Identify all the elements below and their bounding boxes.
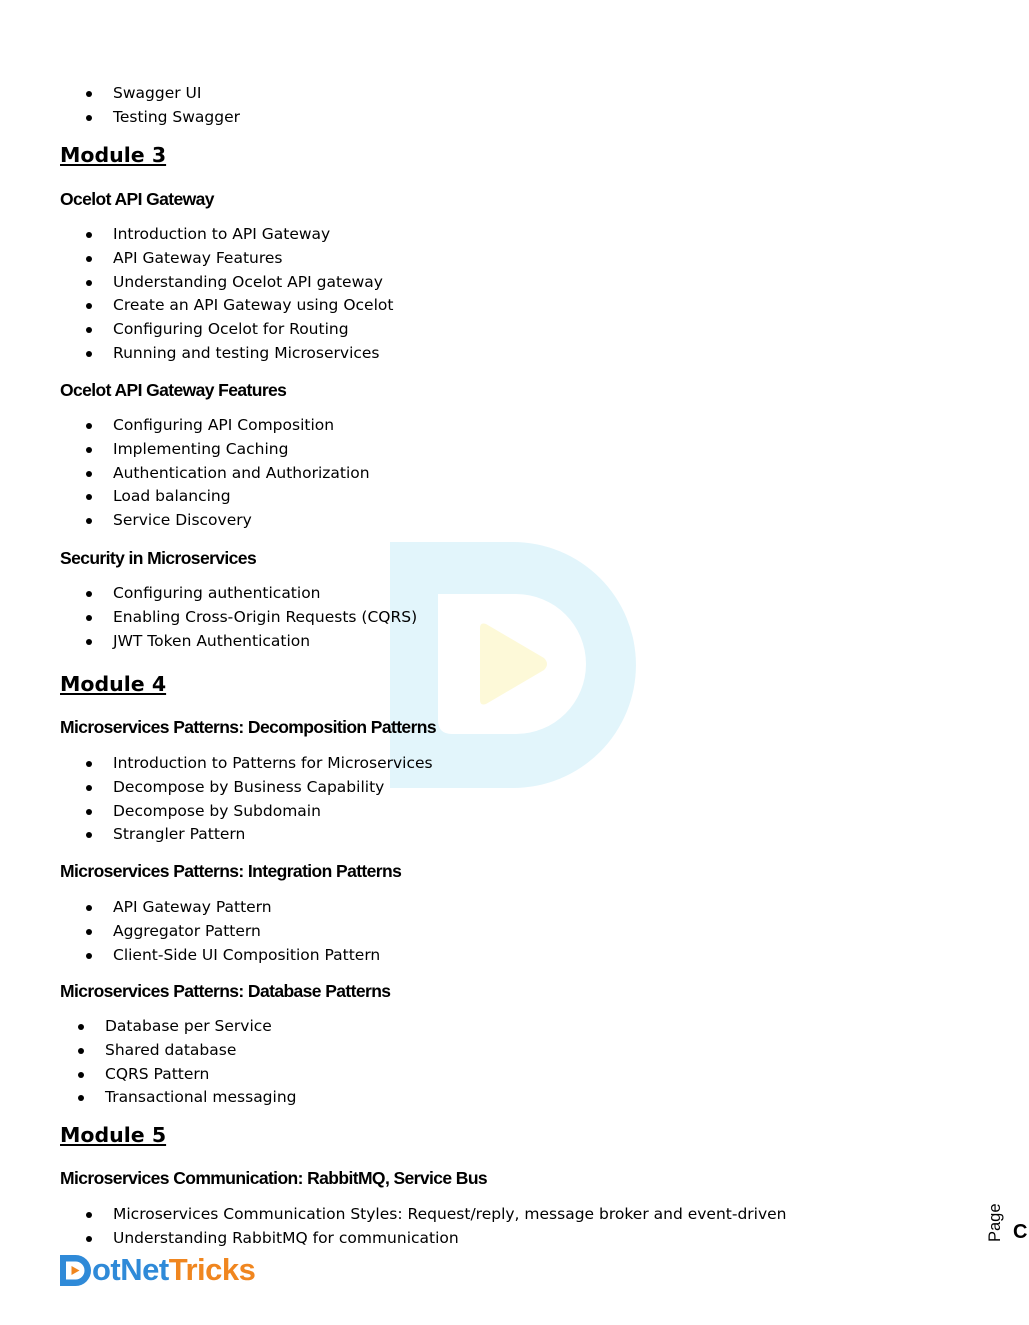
list-item: Transactional messaging bbox=[0, 1086, 297, 1110]
section-list bbox=[0, 582, 417, 653]
section-title: Microservices Patterns: Integration Patterns bbox=[60, 861, 402, 881]
list-item: Authentication and Authorization bbox=[0, 462, 370, 486]
list-item: CQRS Pattern bbox=[0, 1063, 297, 1087]
section-list bbox=[0, 1015, 297, 1110]
list-item: API Gateway Pattern bbox=[0, 896, 380, 920]
list-item: Microservices Communication Styles: Request/reply, message broker and event-driven bbox=[0, 1203, 787, 1227]
list-item: Introduction to Patterns for Microservices bbox=[0, 752, 433, 776]
list-item: Introduction to API Gateway bbox=[0, 223, 393, 247]
list-item: Decompose by Business Capability bbox=[0, 776, 433, 800]
list-item: Implementing Caching bbox=[0, 438, 370, 462]
section-title: Ocelot API Gateway bbox=[60, 189, 214, 209]
section-title: Microservices Patterns: Decomposition Patterns bbox=[60, 717, 437, 737]
section-list bbox=[0, 1203, 787, 1251]
logo-text-dotnet: otNet bbox=[92, 1252, 169, 1287]
dotnettricks-logo bbox=[60, 1252, 255, 1288]
list-item: Configuring API Composition bbox=[0, 414, 370, 438]
module-5-heading: Module 5 bbox=[60, 1123, 167, 1147]
list-item: Aggregator Pattern bbox=[0, 920, 380, 944]
section-title: Security in Microservices bbox=[60, 548, 257, 568]
top-list bbox=[0, 82, 240, 130]
list-item: Enabling Cross-Origin Requests (CQRS) bbox=[0, 606, 417, 630]
page-number: C bbox=[1013, 1221, 1028, 1243]
module-3-heading: Module 3 bbox=[60, 143, 167, 167]
section-list bbox=[0, 414, 370, 533]
list-item: Understanding Ocelot API gateway bbox=[0, 271, 393, 295]
list-item: Configuring authentication bbox=[0, 582, 417, 606]
list-item: Strangler Pattern bbox=[0, 823, 433, 847]
section-title: Ocelot API Gateway Features bbox=[60, 380, 287, 400]
list-item: Service Discovery bbox=[0, 509, 370, 533]
section-list bbox=[0, 896, 380, 967]
logo-d-play-icon bbox=[60, 1255, 91, 1286]
list-item: Testing Swagger bbox=[0, 106, 240, 130]
page-label-text: Page bbox=[986, 1203, 1004, 1242]
list-item: Shared database bbox=[0, 1039, 297, 1063]
module-4-heading: Module 4 bbox=[60, 672, 167, 696]
list-item: Load balancing bbox=[0, 485, 370, 509]
list-item: Understanding RabbitMQ for communication bbox=[0, 1227, 787, 1251]
list-item: JWT Token Authentication bbox=[0, 630, 417, 654]
section-title: Microservices Communication: RabbitMQ, Service Bus bbox=[60, 1168, 488, 1188]
list-item: Swagger UI bbox=[0, 82, 240, 106]
section-list bbox=[0, 223, 393, 366]
list-item: Decompose by Subdomain bbox=[0, 800, 433, 824]
list-item: Create an API Gateway using Ocelot bbox=[0, 294, 393, 318]
logo-text-tricks: Tricks bbox=[168, 1252, 256, 1287]
list-item: API Gateway Features bbox=[0, 247, 393, 271]
section-title: Microservices Patterns: Database Patterns bbox=[60, 981, 391, 1001]
list-item: Client-Side UI Composition Pattern bbox=[0, 944, 380, 968]
list-item: Database per Service bbox=[0, 1015, 297, 1039]
list-item: Running and testing Microservices bbox=[0, 342, 393, 366]
section-list bbox=[0, 752, 433, 847]
list-item: Configuring Ocelot for Routing bbox=[0, 318, 393, 342]
